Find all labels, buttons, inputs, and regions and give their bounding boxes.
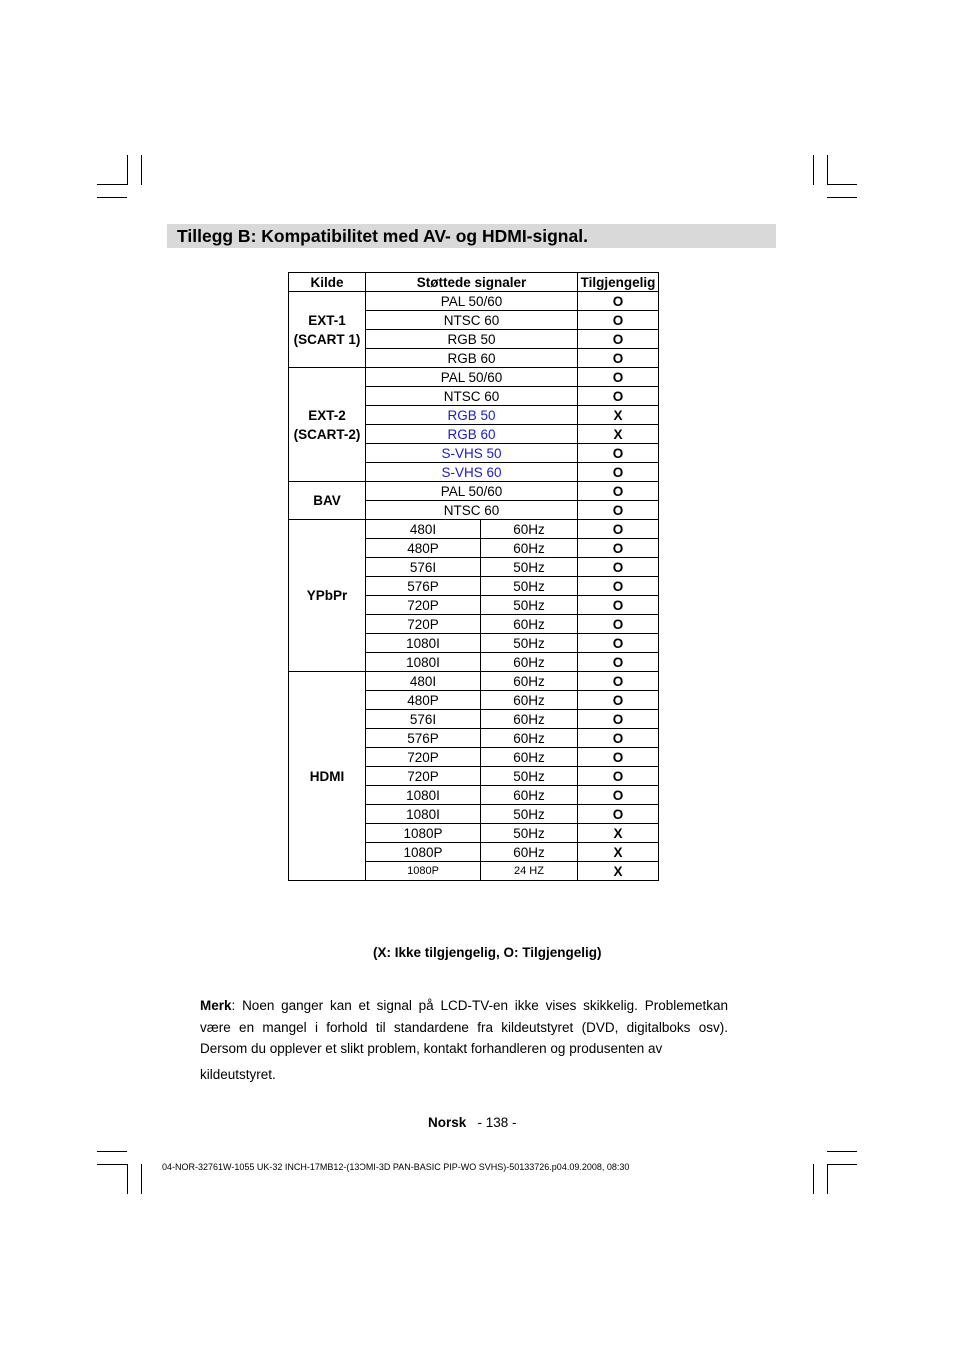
frequency-cell: 60Hz bbox=[481, 729, 578, 748]
availability-cell: O bbox=[578, 463, 659, 482]
resolution-cell: 480I bbox=[366, 672, 481, 691]
note-label: Merk bbox=[200, 998, 232, 1013]
frequency-cell: 60Hz bbox=[481, 672, 578, 691]
availability-cell: X bbox=[578, 406, 659, 425]
table-row bbox=[289, 368, 659, 387]
resolution-cell: 576P bbox=[366, 729, 481, 748]
note-last-line: kildeutstyret. bbox=[200, 1066, 276, 1082]
table-row bbox=[289, 292, 659, 311]
resolution-cell: 1080P bbox=[366, 862, 481, 881]
signal-cell: S-VHS 60 bbox=[366, 463, 578, 482]
resolution-cell: 576I bbox=[366, 558, 481, 577]
availability-cell: O bbox=[578, 805, 659, 824]
signal-cell: RGB 60 bbox=[366, 349, 578, 368]
frequency-cell: 50Hz bbox=[481, 558, 578, 577]
availability-cell: O bbox=[578, 349, 659, 368]
availability-cell: O bbox=[578, 444, 659, 463]
resolution-cell: 720P bbox=[366, 615, 481, 634]
signal-cell: PAL 50/60 bbox=[366, 368, 578, 387]
signal-cell: NTSC 60 bbox=[366, 387, 578, 406]
resolution-cell: 1080I bbox=[366, 786, 481, 805]
footer-language: Norsk bbox=[428, 1115, 467, 1130]
note-paragraph bbox=[200, 995, 728, 1085]
signal-cell: S-VHS 50 bbox=[366, 444, 578, 463]
compatibility-table bbox=[288, 272, 659, 881]
signal-cell: PAL 50/60 bbox=[366, 292, 578, 311]
availability-cell: O bbox=[578, 748, 659, 767]
frequency-cell: 60Hz bbox=[481, 748, 578, 767]
table-row bbox=[289, 482, 659, 501]
resolution-cell: 1080I bbox=[366, 653, 481, 672]
frequency-cell: 60Hz bbox=[481, 691, 578, 710]
availability-cell: O bbox=[578, 292, 659, 311]
resolution-cell: 576I bbox=[366, 710, 481, 729]
table-legend: (X: Ikke tilgjengelig, O: Tilgjengelig) bbox=[373, 945, 602, 960]
source-ext2: EXT-2 (SCART-2) bbox=[289, 368, 366, 482]
signal-cell: PAL 50/60 bbox=[366, 482, 578, 501]
source-bav: BAV bbox=[289, 482, 366, 520]
availability-cell: O bbox=[578, 330, 659, 349]
signal-cell: NTSC 60 bbox=[366, 501, 578, 520]
page-title: Tillegg B: Kompatibilitet med AV- og HDMI-signal. bbox=[177, 226, 588, 246]
availability-cell: O bbox=[578, 767, 659, 786]
source-ext1: EXT-1 (SCART 1) bbox=[289, 292, 366, 368]
availability-cell: O bbox=[578, 577, 659, 596]
header-source: Kilde bbox=[289, 273, 366, 292]
availability-cell: O bbox=[578, 387, 659, 406]
page-number: - 138 - bbox=[477, 1115, 517, 1130]
availability-cell: O bbox=[578, 729, 659, 748]
section-title-bar bbox=[167, 224, 776, 248]
availability-cell: O bbox=[578, 710, 659, 729]
frequency-cell: 60Hz bbox=[481, 615, 578, 634]
frequency-cell: 60Hz bbox=[481, 539, 578, 558]
frequency-cell: 60Hz bbox=[481, 843, 578, 862]
availability-cell: O bbox=[578, 596, 659, 615]
note-body: : Noen ganger kan et signal på LCD-TV-en ikke vises skikkelig. Problemetkan være en mangel i forhold til standardene fra kildeutstyret (DVD, digitalboks osv). Dersom du opplever et slikt problem, kontakt forhandleren og produsenten av bbox=[200, 998, 728, 1056]
resolution-cell: 480P bbox=[366, 539, 481, 558]
resolution-cell: 480P bbox=[366, 691, 481, 710]
resolution-cell: 720P bbox=[366, 748, 481, 767]
resolution-cell: 720P bbox=[366, 596, 481, 615]
resolution-cell: 1080I bbox=[366, 805, 481, 824]
signal-cell: RGB 50 bbox=[366, 406, 578, 425]
availability-cell: X bbox=[578, 843, 659, 862]
resolution-cell: 480I bbox=[366, 520, 481, 539]
availability-cell: X bbox=[578, 862, 659, 881]
frequency-cell: 60Hz bbox=[481, 710, 578, 729]
availability-cell: X bbox=[578, 824, 659, 843]
signal-cell: RGB 60 bbox=[366, 425, 578, 444]
source-hdmi: HDMI bbox=[289, 672, 366, 881]
frequency-cell: 60Hz bbox=[481, 786, 578, 805]
resolution-cell: 1080P bbox=[366, 843, 481, 862]
frequency-cell: 60Hz bbox=[481, 653, 578, 672]
availability-cell: O bbox=[578, 615, 659, 634]
frequency-cell: 24 HZ bbox=[481, 862, 578, 881]
header-available: Tilgjengelig bbox=[578, 273, 659, 292]
frequency-cell: 50Hz bbox=[481, 577, 578, 596]
resolution-cell: 720P bbox=[366, 767, 481, 786]
availability-cell: X bbox=[578, 425, 659, 444]
source-ypbpr: YPbPr bbox=[289, 520, 366, 672]
availability-cell: O bbox=[578, 634, 659, 653]
signal-cell: RGB 50 bbox=[366, 330, 578, 349]
availability-cell: O bbox=[578, 501, 659, 520]
frequency-cell: 50Hz bbox=[481, 767, 578, 786]
resolution-cell: 1080P bbox=[366, 824, 481, 843]
availability-cell: O bbox=[578, 653, 659, 672]
availability-cell: O bbox=[578, 558, 659, 577]
resolution-cell: 1080I bbox=[366, 634, 481, 653]
frequency-cell: 50Hz bbox=[481, 824, 578, 843]
availability-cell: O bbox=[578, 482, 659, 501]
availability-cell: O bbox=[578, 539, 659, 558]
frequency-cell: 50Hz bbox=[481, 634, 578, 653]
table-header-row bbox=[289, 273, 659, 292]
frequency-cell: 60Hz bbox=[481, 520, 578, 539]
availability-cell: O bbox=[578, 691, 659, 710]
availability-cell: O bbox=[578, 672, 659, 691]
availability-cell: O bbox=[578, 786, 659, 805]
resolution-cell: 576P bbox=[366, 577, 481, 596]
frequency-cell: 50Hz bbox=[481, 596, 578, 615]
header-signals: Støttede signaler bbox=[366, 273, 578, 292]
signal-cell: NTSC 60 bbox=[366, 311, 578, 330]
availability-cell: O bbox=[578, 368, 659, 387]
table-row bbox=[289, 520, 659, 539]
availability-cell: O bbox=[578, 520, 659, 539]
page-footer bbox=[428, 1115, 517, 1130]
availability-cell: O bbox=[578, 311, 659, 330]
frequency-cell: 50Hz bbox=[481, 805, 578, 824]
table-row bbox=[289, 672, 659, 691]
print-imprint: 04-NOR-32761W-1055 UK-32 INCH-17MB12-(13ϽMI-3D PAN-BASIC PIP-WO SVHS)-50133726.p04.09.2008, 08:30 bbox=[162, 1162, 630, 1172]
